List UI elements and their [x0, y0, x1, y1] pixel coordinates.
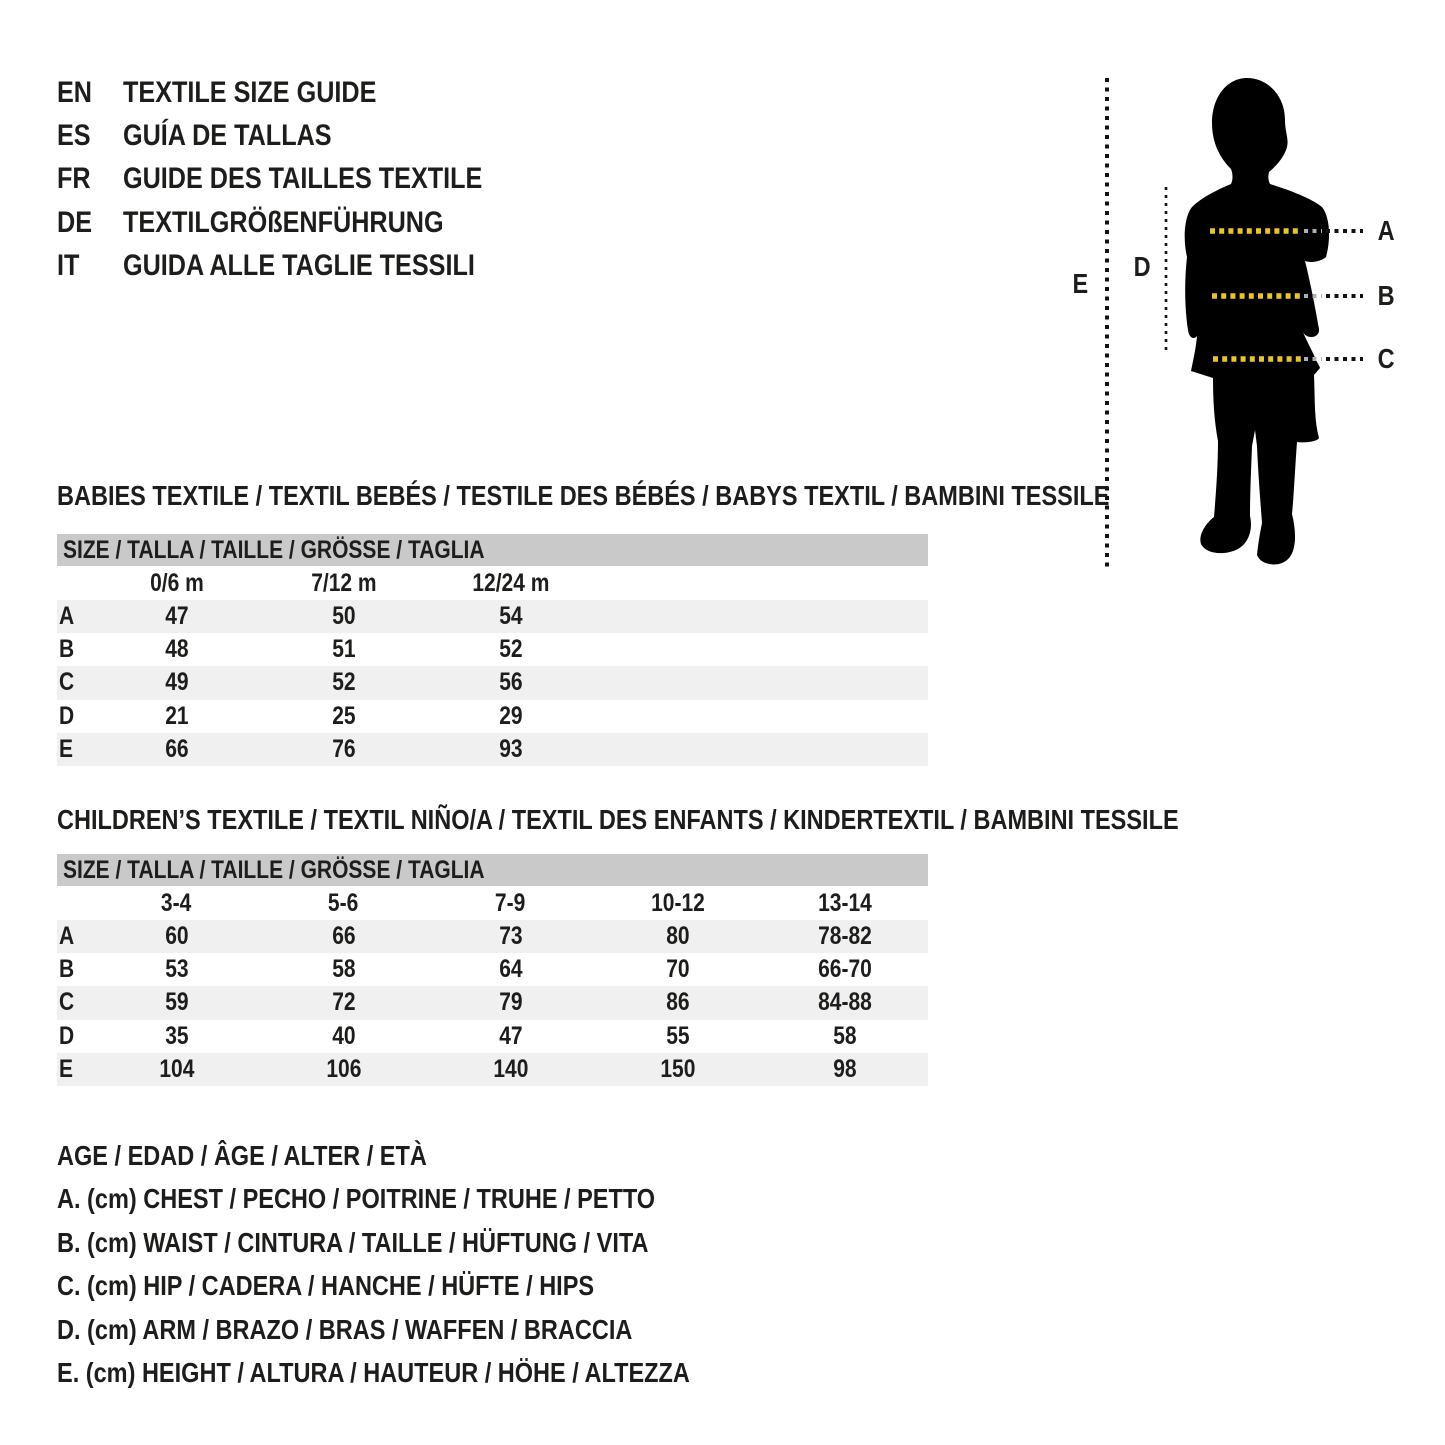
- diagram-label-e: E: [1072, 268, 1089, 299]
- children-table-header-bar: SIZE / TALLA / TAILLE / GRÖSSE / TAGLIA: [57, 854, 928, 886]
- table-row: D 35 40 47 55 58: [59, 1021, 857, 1050]
- lang-title-it: GUIDA ALLE TAGLIE TESSILI: [123, 249, 475, 283]
- table-row: A 60 66 73 80 78-82: [57, 920, 928, 953]
- children-col-0: 3-4: [161, 888, 192, 917]
- children-section-heading: CHILDREN’S TEXTILE / TEXTIL NIÑO/A / TEXTIL DES ENFANTS / KINDERTEXTIL / BAMBINI TESSILE: [57, 804, 1179, 835]
- table-row: B 53 58 64 70 66-70: [59, 955, 872, 984]
- babies-col-1: 7/12 m: [310, 568, 377, 597]
- lang-title-en: TEXTILE SIZE GUIDE: [123, 75, 377, 109]
- lang-code-de: DE: [57, 205, 93, 239]
- babies-size-table: [57, 534, 928, 766]
- babies-col-0: 0/6 m: [149, 568, 204, 597]
- lang-code-it: IT: [57, 249, 80, 283]
- lang-title-de: TEXTILGRÖßENFÜHRUNG: [123, 205, 444, 239]
- children-col-2: 7-9: [495, 888, 526, 917]
- legend-hip: C. (cm) HIP / CADERA / HANCHE / HÜFTE / HIPS: [57, 1270, 595, 1302]
- legend-arm: D. (cm) ARM / BRAZO / BRAS / WAFFEN / BRACCIA: [57, 1313, 633, 1345]
- diagram-label-a: A: [1377, 215, 1395, 246]
- language-row-en: [57, 71, 551, 114]
- babies-table-header-bar: SIZE / TALLA / TAILLE / GRÖSSE / TAGLIA: [57, 534, 928, 566]
- babies-table-column-headers: [57, 566, 928, 600]
- lang-code-fr: FR: [57, 162, 91, 196]
- language-title-block: [57, 71, 551, 288]
- language-row-it: [57, 245, 551, 288]
- lang-title-fr: GUIDE DES TAILLES TEXTILE: [123, 162, 483, 196]
- table-row: C 59 72 79 86 84-88: [57, 986, 928, 1019]
- children-table-column-headers: [57, 886, 928, 920]
- children-col-4: 13-14: [817, 888, 872, 917]
- table-row: D 21 25 29: [59, 701, 523, 730]
- lang-code-es: ES: [57, 119, 91, 153]
- lang-title-es: GUÍA DE TALLAS: [123, 119, 332, 153]
- diagram-label-c: C: [1377, 343, 1395, 374]
- language-row-de: [57, 201, 551, 244]
- measurement-legend: [57, 1134, 810, 1395]
- diagram-label-b: B: [1377, 280, 1395, 311]
- babies-col-2: 12/24 m: [471, 568, 550, 597]
- babies-section-heading: BABIES TEXTILE / TEXTIL BEBÉS / TESTILE DES BÉBÉS / BABYS TEXTIL / BAMBINI TESSILE: [57, 480, 1110, 511]
- legend-chest: A. (cm) CHEST / PECHO / POITRINE / TRUHE / PETTO: [57, 1183, 656, 1215]
- legend-height: E. (cm) HEIGHT / ALTURA / HAUTEUR / HÖHE / ALTEZZA: [57, 1357, 690, 1389]
- table-row: E 66 76 93: [57, 733, 928, 766]
- language-row-fr: [57, 158, 551, 201]
- children-col-3: 10-12: [650, 888, 705, 917]
- legend-age: AGE / EDAD / ÂGE / ALTER / ETÀ: [57, 1139, 427, 1171]
- diagram-label-d: D: [1133, 251, 1151, 282]
- table-row: A 47 50 54: [57, 600, 928, 633]
- legend-waist: B. (cm) WAIST / CINTURA / TAILLE / HÜFTUNG / VITA: [57, 1226, 649, 1258]
- language-row-es: [57, 114, 551, 157]
- children-col-1: 5-6: [328, 888, 359, 917]
- lang-code-en: EN: [57, 75, 93, 109]
- table-row: C 49 52 56: [57, 666, 928, 699]
- table-row: E 104 106 140 150 98: [57, 1053, 928, 1086]
- table-row: B 48 51 52: [59, 635, 523, 664]
- children-size-table: [57, 854, 928, 1086]
